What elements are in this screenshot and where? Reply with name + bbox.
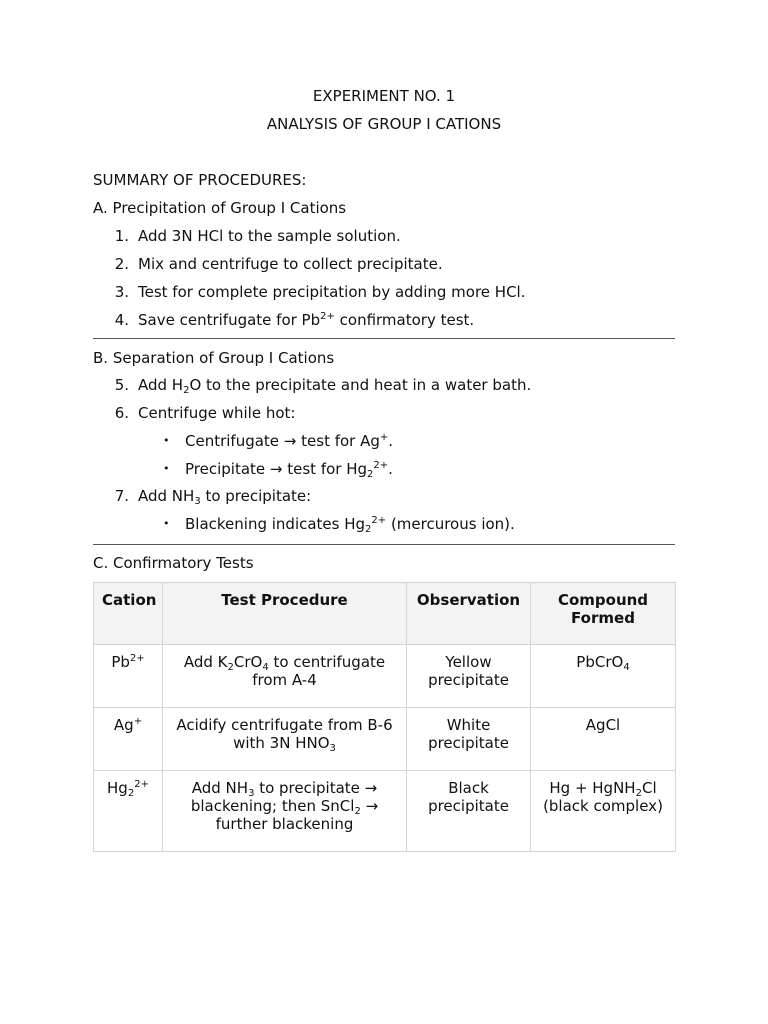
cell-observation: Black precipitate [407, 771, 531, 852]
bullet-text: Precipitate → test for $Hg_2^{2+}$. [185, 460, 393, 480]
cell-observation: White precipitate [407, 708, 531, 771]
cell-cation: $Pb^{2+}$ [94, 645, 163, 708]
step-number: 1. [114, 227, 129, 245]
bullet-icon: • [163, 434, 170, 447]
experiment-subtitle: ANALYSIS OF GROUP I CATIONS [266, 115, 502, 133]
section-a-heading: A. Precipitation of Group I Cations [93, 199, 347, 217]
step-number: 7. [114, 487, 129, 505]
cell-procedure: Add $NH_3$ to precipitate → blackening; then SnCl$_2$ → further blackening [163, 771, 407, 852]
bullet-icon: • [163, 462, 170, 475]
step-number: 2. [114, 255, 129, 273]
confirmatory-tests-table [93, 582, 676, 852]
bullet-icon: • [163, 517, 170, 530]
bullet-text: Blackening indicates $Hg_2^{2+}$ (mercurous ion). [185, 515, 515, 535]
step-text: Test for complete precipitation by adding more HCl. [138, 283, 526, 301]
table-row [94, 771, 676, 852]
header-cation: Cation [94, 583, 163, 645]
experiment-title: EXPERIMENT NO. 1 [312, 87, 456, 105]
step-text: Add $NH_3$ to precipitate: [138, 487, 312, 507]
section-divider [93, 338, 675, 339]
header-observation: Observation [407, 583, 531, 645]
step-number: 6. [114, 404, 129, 422]
step-text: Centrifuge while hot: [138, 404, 296, 422]
step-number: 4. [114, 311, 129, 329]
step-number: 5. [114, 376, 129, 394]
step-number: 3. [114, 283, 129, 301]
section-divider [93, 544, 675, 545]
step-text: Mix and centrifuge to collect precipitate. [138, 255, 443, 273]
cell-compound: Hg + HgNH$_2$Cl (black complex) [531, 771, 676, 852]
step-text: Add $H_2O$ to the precipitate and heat in a water bath. [138, 376, 532, 396]
section-b-heading: B. Separation of Group I Cations [93, 349, 335, 367]
table-row [94, 645, 676, 708]
table-row [94, 708, 676, 771]
bullet-text: Centrifugate → test for Ag+. [185, 432, 394, 450]
cell-observation: Yellow precipitate [407, 645, 531, 708]
cell-compound: PbCrO$_4$ [531, 645, 676, 708]
header-compound-formed: Compound Formed [531, 583, 676, 645]
table-header-row [94, 583, 676, 645]
section-c-heading: C. Confirmatory Tests [93, 554, 254, 572]
cell-cation: $Hg_2^{2+}$ [94, 771, 163, 852]
cell-procedure: Add $K_2CrO_4$ to centrifugate from A-4 [163, 645, 407, 708]
cell-procedure: Acidify centrifugate from B-6 with 3N $HNO_3$ [163, 708, 407, 771]
summary-heading: SUMMARY OF PROCEDURES: [93, 171, 307, 189]
cell-compound: AgCl [531, 708, 676, 771]
header-test-procedure: Test Procedure [163, 583, 407, 645]
cell-cation: Ag+ [94, 708, 163, 771]
step-text: Save centrifugate for $Pb^{2+}$ confirmatory test. [138, 311, 475, 329]
step-text: Add 3N HCl to the sample solution. [138, 227, 401, 245]
